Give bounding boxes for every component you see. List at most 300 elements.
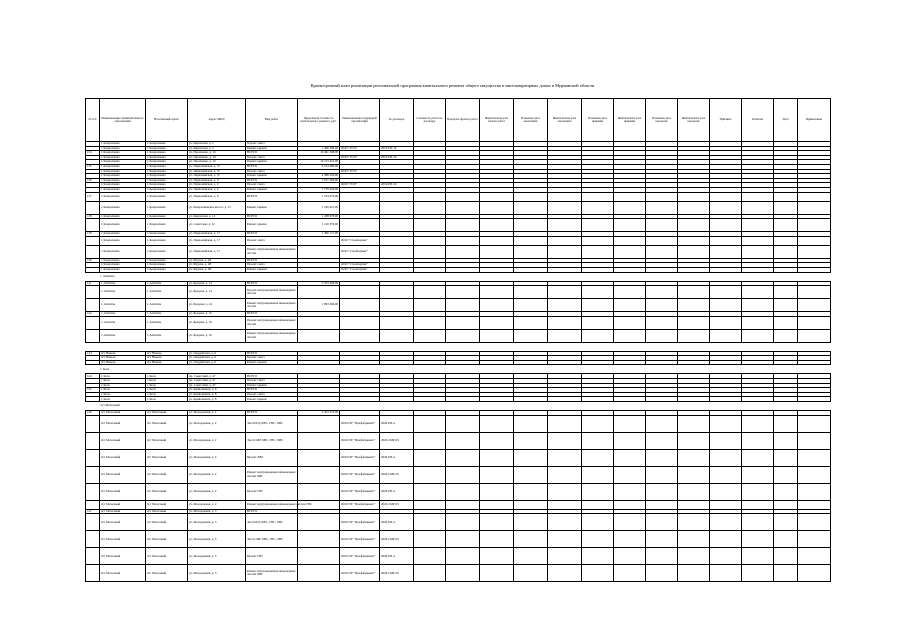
table-cell [774, 201, 798, 214]
table-cell: Проект смета [246, 155, 298, 160]
table-cell [246, 342, 298, 351]
table-cell [86, 548, 100, 565]
table-cell [298, 316, 340, 329]
table-cell [86, 272, 100, 281]
table-cell [614, 219, 646, 232]
table-cell [646, 466, 678, 483]
header-row [86, 99, 831, 142]
table-cell: г. Кандалакша [146, 214, 188, 219]
table-cell: ул. Первомайская, д. 17 [188, 236, 246, 245]
table-cell [646, 236, 678, 245]
table-cell: г. Апатиты [146, 299, 188, 312]
table-row [86, 548, 831, 565]
table-cell: г. Кандалакша [100, 232, 146, 237]
table-cell [340, 402, 380, 411]
table-cell [446, 548, 480, 565]
table-cell [380, 272, 414, 281]
table-cell [480, 342, 514, 351]
table-cell [480, 316, 514, 329]
table-cell: ВСЕГО [246, 164, 298, 169]
table-cell: г. Апатиты [146, 329, 188, 342]
table-cell [582, 466, 614, 483]
table-cell [548, 272, 582, 281]
table-cell: г. Кандалакша [100, 267, 146, 272]
table-cell [798, 402, 831, 411]
table-cell [480, 272, 514, 281]
table-cell [86, 329, 100, 342]
table-cell [774, 316, 798, 329]
table-cell [710, 219, 742, 232]
table-cell: 1 438 978,00 [298, 214, 340, 219]
table-cell [582, 548, 614, 565]
table-row [86, 192, 831, 201]
table-cell: ООО ПУ "Префабрикант" [340, 500, 380, 509]
table-cell [480, 548, 514, 565]
table-cell: г. Кандалакша [146, 192, 188, 201]
table-cell [86, 466, 100, 483]
table-cell [86, 299, 100, 312]
table-cell [446, 514, 480, 531]
table-cell [710, 329, 742, 342]
table-row [86, 500, 831, 509]
table-cell: пгт Молочный [100, 402, 146, 411]
table-cell: пгт Молочный [146, 483, 188, 500]
table-cell [246, 272, 298, 281]
table-cell [380, 329, 414, 342]
table-cell: 2020-СМР-05 [380, 466, 414, 483]
table-cell: Ремонт крыши [246, 360, 298, 365]
table-cell: г. Кандалакша [100, 151, 146, 156]
table-cell: Ремонт внутридомовых инженерных систем ГВС [246, 500, 298, 509]
table-cell: 10 213 416,00 [298, 160, 340, 165]
table-cell: пр. Советский, д. 47 [188, 379, 246, 384]
table-cell: г. Апатиты [146, 316, 188, 329]
table-row [86, 316, 831, 329]
table-cell: Проект смета [246, 379, 298, 384]
table-cell [774, 329, 798, 342]
table-cell [678, 548, 710, 565]
table-cell: г. Кандалакша [100, 192, 146, 201]
table-cell [614, 548, 646, 565]
table-cell: пгт Молочный [100, 514, 146, 531]
table-row [86, 483, 831, 500]
table-cell [380, 192, 414, 201]
table-cell [710, 192, 742, 201]
table-cell [298, 245, 340, 258]
table-cell: пгт Молочный [100, 483, 146, 500]
table-cell [514, 466, 548, 483]
column-header: Наименование подрядной организации [340, 99, 380, 142]
table-cell [798, 365, 831, 374]
table-cell [298, 565, 340, 582]
table-cell [414, 201, 446, 214]
table-cell [380, 365, 414, 374]
table-cell: г. Кола [100, 397, 146, 402]
table-cell: пгт Молочный [100, 500, 146, 509]
table-cell [582, 219, 614, 232]
table-cell [710, 565, 742, 582]
column-header: Примечание [798, 99, 831, 142]
table-cell [614, 365, 646, 374]
table-cell [678, 415, 710, 432]
table-cell: ул. Кандалакшское шоссе, д. 15 [188, 201, 246, 214]
table-cell [798, 245, 831, 258]
table-cell: г. Кандалакша [100, 183, 146, 188]
table-cell: ул. Молодежная, д. 5 [188, 565, 246, 582]
table-cell: пгт Никель [100, 356, 146, 361]
table-cell: пгт Молочный [146, 531, 188, 548]
table-cell: Проект смета [246, 169, 298, 174]
table-cell [646, 365, 678, 374]
table-cell: ул. Первомайская, д. 17 [188, 245, 246, 258]
table-cell [86, 483, 100, 500]
table-cell: Ремонт крыши [246, 267, 298, 272]
table-cell: пгт Молочный [146, 411, 188, 416]
table-cell [446, 342, 480, 351]
table-cell: г. Кандалакша [100, 142, 146, 147]
table-cell [298, 329, 340, 342]
table-cell [582, 402, 614, 411]
table-cell [678, 342, 710, 351]
table-cell: ул. Кировская, д. 2 [188, 142, 246, 147]
table-row [86, 299, 831, 312]
table-cell [678, 514, 710, 531]
table-cell [614, 531, 646, 548]
table-cell [548, 316, 582, 329]
table-cell: ул. Молодежная, д. 2 [188, 466, 246, 483]
table-cell [678, 432, 710, 449]
table-cell: ул. Первомайская, д. 37 [188, 174, 246, 179]
table-cell [798, 466, 831, 483]
table-cell: пгт Никель [146, 351, 188, 356]
table-cell: ул. Фрунзе, д. 48 [188, 258, 246, 263]
table-cell: ВСЕГО [246, 374, 298, 379]
table-cell [614, 415, 646, 432]
table-cell [614, 449, 646, 466]
table-cell [774, 219, 798, 232]
table-cell [798, 316, 831, 329]
table-cell: ООО ПУ "Префабрикант" [340, 466, 380, 483]
table-cell: г. Кандалакша [100, 174, 146, 179]
table-cell [710, 272, 742, 281]
table-cell [742, 286, 774, 299]
table-cell [86, 365, 100, 374]
table-cell: ВСЕГО [246, 509, 298, 514]
table-cell [710, 316, 742, 329]
table-row [86, 245, 831, 258]
table-cell [678, 365, 710, 374]
table-cell [710, 432, 742, 449]
table-cell: ООО "ГСП" [340, 183, 380, 188]
table-row [86, 201, 831, 214]
table-cell [548, 531, 582, 548]
table-cell [480, 531, 514, 548]
table-cell [514, 365, 548, 374]
table-cell: 140 [86, 258, 100, 263]
table-cell: ООО ПУ "Префабрикант" [340, 565, 380, 582]
table-cell [678, 245, 710, 258]
table-cell [548, 219, 582, 232]
table-cell [678, 500, 710, 509]
table-cell [582, 286, 614, 299]
table-cell [798, 500, 831, 509]
table-cell [548, 466, 582, 483]
table-cell [678, 531, 710, 548]
table-cell: г. Апатиты [100, 299, 146, 312]
table-cell [646, 201, 678, 214]
table-cell [646, 219, 678, 232]
table-cell [340, 192, 380, 201]
table-cell: г. Апатиты [146, 281, 188, 286]
table-cell [86, 514, 100, 531]
table-cell [446, 201, 480, 214]
table-cell: Ремонт крыши [246, 187, 298, 192]
table-cell [340, 342, 380, 351]
table-cell: ул. Бредова, д. 14 [188, 286, 246, 299]
table-cell: пгт Молочный [146, 449, 188, 466]
table-row [86, 514, 831, 531]
table-cell [742, 415, 774, 432]
table-cell [742, 329, 774, 342]
table-row [86, 415, 831, 432]
table-cell [798, 192, 831, 201]
column-header: № п/п [86, 99, 100, 142]
table-cell [798, 514, 831, 531]
table-cell [774, 466, 798, 483]
table-cell: 2020-СМР-05 [380, 531, 414, 548]
table-cell: 10 461 598,00 [298, 151, 340, 156]
table-cell: 4 388 256,00 [298, 174, 340, 179]
table-row [86, 286, 831, 299]
table-cell [678, 236, 710, 245]
table-cell [774, 548, 798, 565]
table-cell: Проект ГВС [246, 548, 298, 565]
table-cell: г. Кандалакша [146, 146, 188, 151]
table-cell: 7 776 426,00 [298, 187, 340, 192]
table-cell [548, 432, 582, 449]
table-cell [774, 483, 798, 500]
table-cell: ул. Кривошеина, д. 8 [188, 392, 246, 397]
table-cell [614, 565, 646, 582]
table-cell [86, 286, 100, 299]
table-cell: г. Кандалакша [146, 169, 188, 174]
table-cell [446, 432, 480, 449]
table-cell: г. Кандалакша [100, 245, 146, 258]
table-cell: Проект ГВС [246, 483, 298, 500]
table-cell [742, 514, 774, 531]
table-cell [480, 286, 514, 299]
table-cell [446, 192, 480, 201]
table-cell [646, 342, 678, 351]
table-cell [614, 286, 646, 299]
table-cell: г. Кандалакша [146, 232, 188, 237]
table-cell [798, 548, 831, 565]
table-cell [798, 329, 831, 342]
table-cell [340, 201, 380, 214]
table-cell: ООО ПУ "Префабрикант" [340, 483, 380, 500]
table-cell [514, 245, 548, 258]
table-cell [298, 415, 340, 432]
table-cell [298, 466, 340, 483]
table-cell: ВСЕГО [246, 258, 298, 263]
table-cell [710, 466, 742, 483]
table-cell: ООО ПУ "Префабрикант" [340, 531, 380, 548]
table-cell [414, 565, 446, 582]
table-cell: Проект смета [246, 392, 298, 397]
table-cell [798, 415, 831, 432]
table-cell: ул. Кировская, д. 13 [188, 214, 246, 219]
table-cell [548, 483, 582, 500]
table-cell [514, 329, 548, 342]
table-cell: ул. Гвардейская, д. 6 [188, 351, 246, 356]
table-cell [298, 548, 340, 565]
table-cell: Ремонт внутридомовых инженерных систем [246, 245, 298, 258]
table-cell [514, 565, 548, 582]
table-cell: 4 514 489,00 [298, 164, 340, 169]
table-cell [614, 192, 646, 201]
table-cell [480, 432, 514, 449]
table-cell: ВСЕГО [246, 312, 298, 317]
table-row [86, 272, 831, 281]
table-cell [298, 342, 340, 351]
table-cell: 1 230 421,00 [298, 201, 340, 214]
table-cell: 147 [86, 509, 100, 514]
table-cell [742, 219, 774, 232]
table-cell [582, 432, 614, 449]
table-cell: ул. Пронченко, д. 16 [188, 151, 246, 156]
table-cell [446, 272, 480, 281]
table-row [86, 236, 831, 245]
table-cell [514, 192, 548, 201]
table-cell [298, 514, 340, 531]
table-cell [614, 236, 646, 245]
table-cell [742, 192, 774, 201]
table-cell [798, 272, 831, 281]
table-cell: ул. Молодежная, д. 2 [188, 411, 246, 416]
table-cell: ул. Бредова, д. 16 [188, 316, 246, 329]
table-cell [514, 483, 548, 500]
table-cell [582, 272, 614, 281]
table-cell [548, 415, 582, 432]
table-cell [480, 236, 514, 245]
table-cell: ул. Молодежная, д. 5 [188, 514, 246, 531]
table-cell [774, 402, 798, 411]
table-cell [86, 415, 100, 432]
table-cell: пр. Советский, д. 47 [188, 374, 246, 379]
table-cell [614, 316, 646, 329]
table-cell [614, 432, 646, 449]
table-cell: 145 [86, 388, 100, 393]
table-cell: ООО "ГСП" [340, 146, 380, 151]
table-cell [340, 219, 380, 232]
table-cell [710, 500, 742, 509]
table-cell: г. Кандалакша [100, 263, 146, 268]
table-cell [742, 548, 774, 565]
table-cell [380, 316, 414, 329]
table-cell [414, 415, 446, 432]
table-cell: г. Кола [100, 388, 146, 393]
table-cell [446, 219, 480, 232]
table-cell [646, 531, 678, 548]
table-cell [548, 548, 582, 565]
table-cell: г. Апатиты [100, 286, 146, 299]
table-cell: ул. Гвардейская, д. 6 [188, 356, 246, 361]
table-cell [678, 192, 710, 201]
table-cell: Проект смета [246, 236, 298, 245]
table-cell: г. Кандалакша [100, 187, 146, 192]
table-cell [582, 514, 614, 531]
table-cell [678, 316, 710, 329]
table-cell [582, 365, 614, 374]
table-cell [414, 272, 446, 281]
table-cell [414, 449, 446, 466]
table-cell: пгт Молочный [146, 509, 188, 514]
table-cell: г. Кандалакша [100, 258, 146, 263]
table-cell [646, 316, 678, 329]
column-header: Предельная стоимость капитального ремонта, руб. [298, 99, 340, 142]
table-cell [414, 514, 446, 531]
table-cell [678, 299, 710, 312]
table-cell [298, 236, 340, 245]
table-cell [646, 432, 678, 449]
table-cell [188, 342, 246, 351]
table-cell: г. Кандалакша [146, 236, 188, 245]
table-cell: пгт Никель [100, 351, 146, 356]
table-cell: Эксп ПСД ХВС, ГВС, ХВС [246, 514, 298, 531]
table-cell: г. Кандалакша [146, 201, 188, 214]
table-cell [480, 466, 514, 483]
table-cell [298, 432, 340, 449]
table-cell [742, 531, 774, 548]
table-cell: г. Кандалакша [146, 164, 188, 169]
table-cell [678, 201, 710, 214]
table-cell [710, 299, 742, 312]
table-cell [548, 192, 582, 201]
table-cell [446, 245, 480, 258]
table-cell [582, 236, 614, 245]
table-cell: Эксп ПСД ХВС, ГВС, ХВС [246, 415, 298, 432]
table-cell [582, 201, 614, 214]
table-cell: г. Кандалакша [146, 151, 188, 156]
table-cell: г. Кандалакша [100, 236, 146, 245]
table-cell [414, 365, 446, 374]
table-row [86, 565, 831, 582]
table-cell [614, 500, 646, 509]
table-cell [414, 286, 446, 299]
table-cell [774, 272, 798, 281]
table-cell [514, 342, 548, 351]
table-cell: г. Апатиты [146, 312, 188, 317]
table-cell: ВСЕГО [246, 388, 298, 393]
table-cell [582, 192, 614, 201]
table-cell: пгт Молочный [100, 531, 146, 548]
table-cell [774, 531, 798, 548]
table-cell [298, 286, 340, 299]
table-cell: ул. Бредова, д. 14 [188, 299, 246, 312]
table-cell: г. Кола [100, 365, 146, 374]
table-cell [446, 531, 480, 548]
table-cell: г. Кандалакша [146, 142, 188, 147]
table-cell: 2019-ПР-16 [380, 155, 414, 160]
table-cell [582, 531, 614, 548]
table-cell: ООО ПУ "Префабрикант" [340, 548, 380, 565]
table-cell: 3 353 498,00 [298, 281, 340, 286]
table-cell: 2020-СМР-05 [380, 432, 414, 449]
table-cell [548, 565, 582, 582]
table-cell [582, 299, 614, 312]
table-cell [340, 299, 380, 312]
table-cell [446, 500, 480, 509]
